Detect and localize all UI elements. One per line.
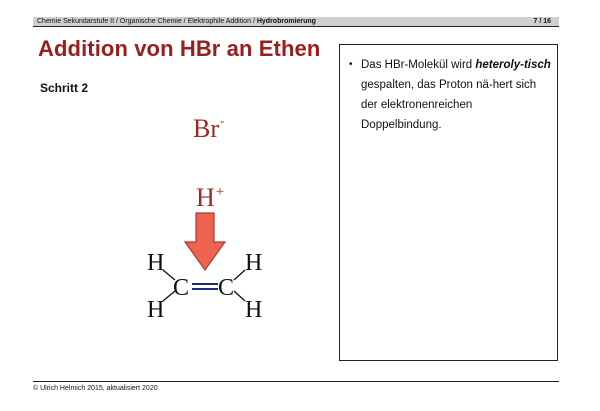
footer-copyright: © Ulrich Helmich 2015, aktualisiert 2020	[33, 385, 158, 392]
bullet: •	[349, 59, 353, 70]
hydrogen-bottom-left: H	[147, 297, 165, 323]
info-text-2: gespalten, das Proton nä-hert sich der elektronenreichen Doppelbindung.	[361, 79, 537, 131]
carbon-left: C	[173, 275, 190, 301]
page-indicator: 7 / 16	[533, 18, 551, 25]
proton: H+	[196, 183, 225, 212]
bond-h-top-right	[234, 270, 245, 280]
breadcrumb-path: Chemie Sekundarstufe II / Organische Chemie / Elektrophile Addition /	[37, 18, 257, 25]
hydrogen-top-right: H	[245, 250, 263, 276]
carbon-right: C	[218, 275, 235, 301]
hydrogen-top-left: H	[147, 250, 165, 276]
info-text-emphasis: heteroly-tisch	[475, 59, 551, 71]
proton-charge: +	[215, 184, 225, 200]
bromide-ion: Br-	[193, 113, 225, 143]
bromide-charge: -	[220, 113, 225, 128]
attack-arrow-icon	[185, 213, 225, 270]
slide-title: Addition von HBr an Ethen	[38, 36, 321, 61]
info-text-1: Das HBr-Molekül wird	[361, 59, 476, 71]
bond-h-bottom-right	[234, 291, 245, 301]
step-label: Schritt 2	[40, 81, 89, 95]
hydrogen-bottom-right: H	[245, 297, 263, 323]
breadcrumb-current: Hydrobromierung	[256, 18, 316, 25]
footer-divider	[33, 381, 559, 382]
